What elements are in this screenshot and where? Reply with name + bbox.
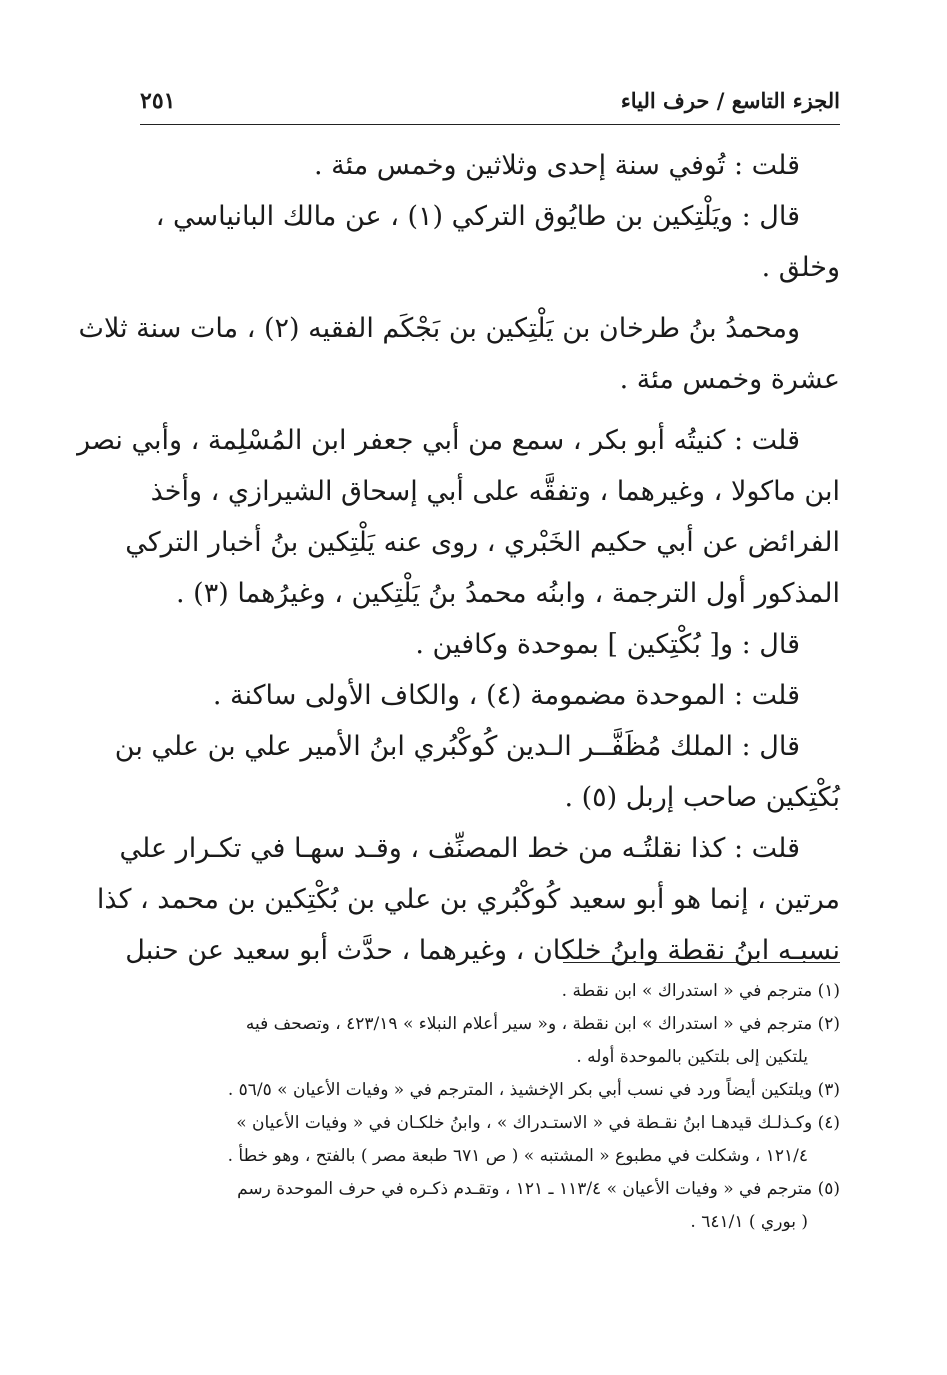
footnote-separator (563, 962, 840, 963)
text-line: ومحمدُ بنُ طرخان بن يَلْتِكين بن بَجْكَم الفقيه (٢) ، مات سنة ثلاث (78, 313, 800, 344)
footnotes (140, 975, 840, 1239)
text-line: المذكور أول الترجمة ، وابنُه محمدُ بنُ يَلْتِكين ، وغيرُهما (٣) . (176, 578, 840, 609)
main-text (77, 140, 840, 976)
text-line: قلت : الموحدة مضمومة (٤) ، والكاف الأولى ساكنة . (212, 680, 800, 711)
footnote-line: ١٢١/٤ ، وشكلت في مطبوع « المشتبه » ( ص ٦٧١ طبعة مصر ) بالفتح ، وهو خطأ . (227, 1146, 808, 1166)
page-header (140, 84, 840, 125)
text-line: بُكْتِكين صاحب إربل (٥) . (564, 782, 840, 813)
page-number: ٢٥١ (140, 88, 176, 114)
text-line: قال : ويَلْتِكين بن طايُوق التركي (١) ، عن مالك البانياسي ، (155, 201, 800, 232)
text-line: قلت : تُوفي سنة إحدى وثلاثين وخمس مئة . (313, 150, 800, 181)
footnote-line: (٤) وكـذلـك قيدهـا ابنُ نقـطة في « الاستـدراك » ، وابنُ خلكـان في « وفيات الأعيان » (236, 1113, 840, 1133)
footnote-line: يلتكين إلى بلتكين بالموحدة أوله . (576, 1047, 808, 1067)
text-line: نسبـه ابنُ نقطة وابنُ خلكان ، وغيرهما ، حدَّث أبو سعيد عن حنبل (125, 935, 840, 966)
footnote-line: (٥) مترجم في « وفيات الأعيان » ١١٣/٤ ـ ١٢١ ، وتقـدم ذكـره في حرف الموحدة رسم (237, 1179, 840, 1199)
footnote-line: (٣) ويلتكين أيضاً ورد في نسب أبي بكر الإخشيذ ، المترجم في « وفيات الأعيان » ٥٦/٥ . (227, 1080, 840, 1100)
text-line: قال : و[ بُكْتِكين ] بموحدة وكافين . (415, 629, 800, 660)
text-line: عشرة وخمس مئة . (619, 364, 840, 395)
footnote-line: (١) مترجم في « استدراك » ابن نقطة . (561, 981, 840, 1001)
text-line: ابن ماكولا ، وغيرهما ، وتفقَّه على أبي إسحاق الشيرازي ، وأخذ (150, 476, 840, 507)
text-line: قلت : كذا نقلتُـه من خط المصنِّف ، وقـد سهـا في تكـرار علي (119, 833, 800, 864)
text-line: الفرائض عن أبي حكيم الخَبْري ، روى عنه يَلْتِكين بنُ أخبار التركي (125, 527, 840, 558)
footnote-line: ( بوري ) ٦٤١/١ . (690, 1212, 808, 1232)
running-title: الجزء التاسع / حرف الياء (620, 88, 840, 113)
text-line: مرتين ، إنما هو أبو سعيد كُوكْبُري بن علي بن بُكْتِكين بن محمد ، كذا (96, 884, 840, 915)
text-line: قلت : كنيتُه أبو بكر ، سمع من أبي جعفر ابن المُسْلِمة ، وأبي نصر (77, 425, 800, 456)
text-line: قال : الملك مُظَفَّــر الـدين كُوكْبُري ابنُ الأمير علي بن علي بن (114, 731, 800, 762)
footnote-line: (٢) مترجم في « استدراك » ابن نقطة ، و« سير أعلام النبلاء » ٤٢٣/١٩ ، وتصحف فيه (245, 1014, 840, 1034)
text-line: وخلق . (761, 252, 840, 283)
